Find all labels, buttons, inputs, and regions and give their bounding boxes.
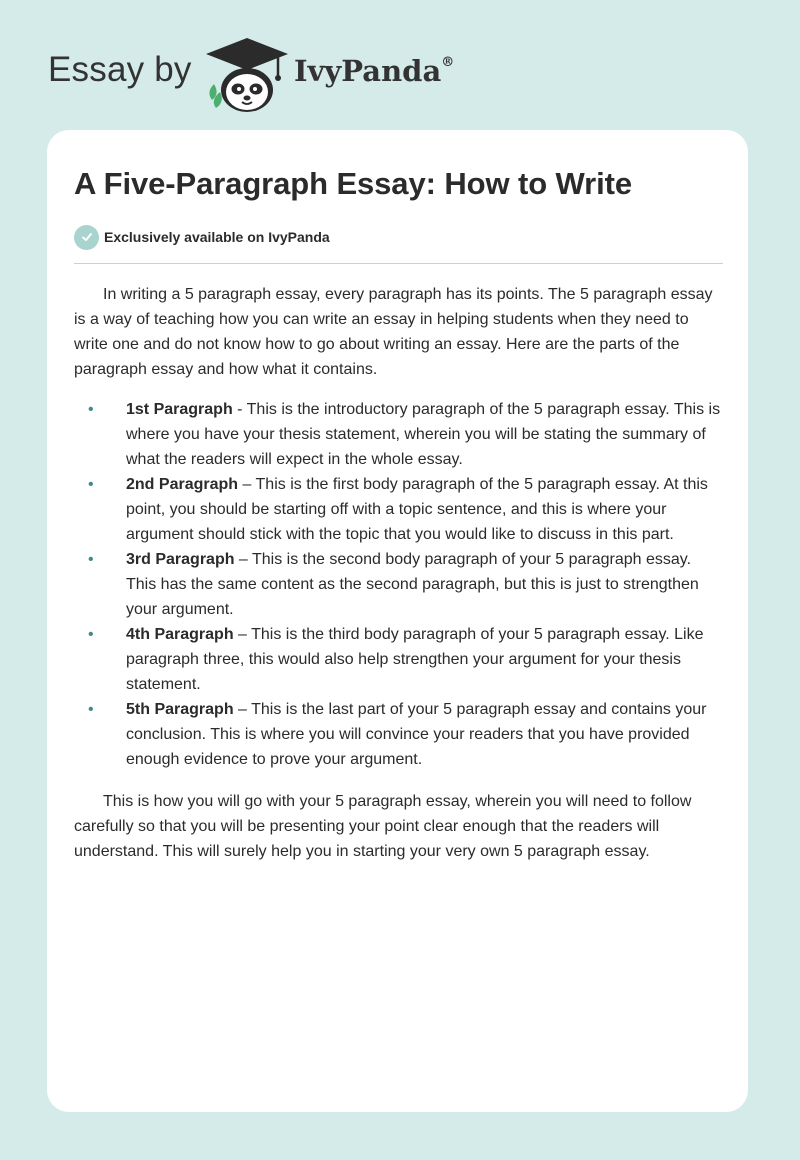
registered-mark: ® — [441, 55, 455, 71]
bullet-dot-icon: • — [88, 401, 94, 418]
exclusive-badge — [74, 224, 723, 250]
brand-name[interactable] — [294, 54, 454, 88]
site-header — [48, 34, 748, 114]
list-item-title: 4th Paragraph — [126, 626, 234, 643]
list-item — [74, 472, 723, 547]
intro-paragraph: In writing a 5 paragraph essay, every paragraph has its points. The 5 paragraph essay is a way of teaching how you can write an essay in helping students when they need to write one and do not know how to go about writing an essay. Here are the parts of the paragraph essay and how what it contains. — [74, 286, 713, 378]
bullet-dot-icon: • — [88, 476, 94, 493]
list-item — [74, 697, 723, 772]
essay-by-label: Essay by — [48, 50, 192, 89]
bullet-dot-icon: • — [88, 551, 94, 568]
list-item-title: 2nd Paragraph — [126, 476, 239, 493]
conclusion-paragraph: This is how you will go with your 5 paragraph essay, wherein you will need to follow carefully so that you will be presenting your point clear enough that the readers will understand. This will surely help you in starting your very own 5 paragraph essay. — [74, 793, 692, 860]
list-item-title: 3rd Paragraph — [126, 551, 235, 568]
list-item-title: 5th Paragraph — [126, 701, 234, 718]
divider — [74, 263, 723, 264]
list-item-text: – This is the first body paragraph of the 5 paragraph essay. At this point, you should be starting off with a topic sentence, and this is where your argument should stick with the topic that you would like to discuss in this part. — [126, 476, 708, 543]
list-item-text: – This is the third body paragraph of your 5 paragraph essay. Like paragraph three, this would also help strengthen your argument for your thesis statement. — [126, 626, 704, 693]
bullet-dot-icon: • — [88, 626, 94, 643]
exclusive-badge-label: Exclusively available on IvyPanda — [104, 229, 330, 245]
essay-card — [47, 130, 748, 1112]
paragraph-list — [74, 397, 723, 772]
list-item-text: – This is the second body paragraph of your 5 paragraph essay. This has the same content as the second paragraph, but this is just to strengthen your argument. — [126, 551, 699, 618]
list-item-text: – This is the last part of your 5 paragraph essay and contains your conclusion. This is where you will convince your readers that you have provided enough evidence to prove your argument. — [126, 701, 707, 768]
panda-graduate-icon[interactable] — [200, 34, 294, 114]
list-item — [74, 622, 723, 697]
list-item — [74, 547, 723, 622]
essay-content — [74, 166, 723, 864]
list-item-title: 1st Paragraph — [126, 401, 233, 418]
list-item — [74, 397, 723, 472]
check-circle-icon — [74, 225, 99, 250]
brand-text: IvyPanda — [294, 54, 442, 88]
essay-title: A Five-Paragraph Essay: How to Write — [74, 166, 632, 201]
list-item-text: - This is the introductory paragraph of the 5 paragraph essay. This is where you have your thesis statement, wherein you will be stating the summary of what the readers will expect in the whole essay. — [126, 401, 721, 468]
bullet-dot-icon: • — [88, 701, 94, 718]
